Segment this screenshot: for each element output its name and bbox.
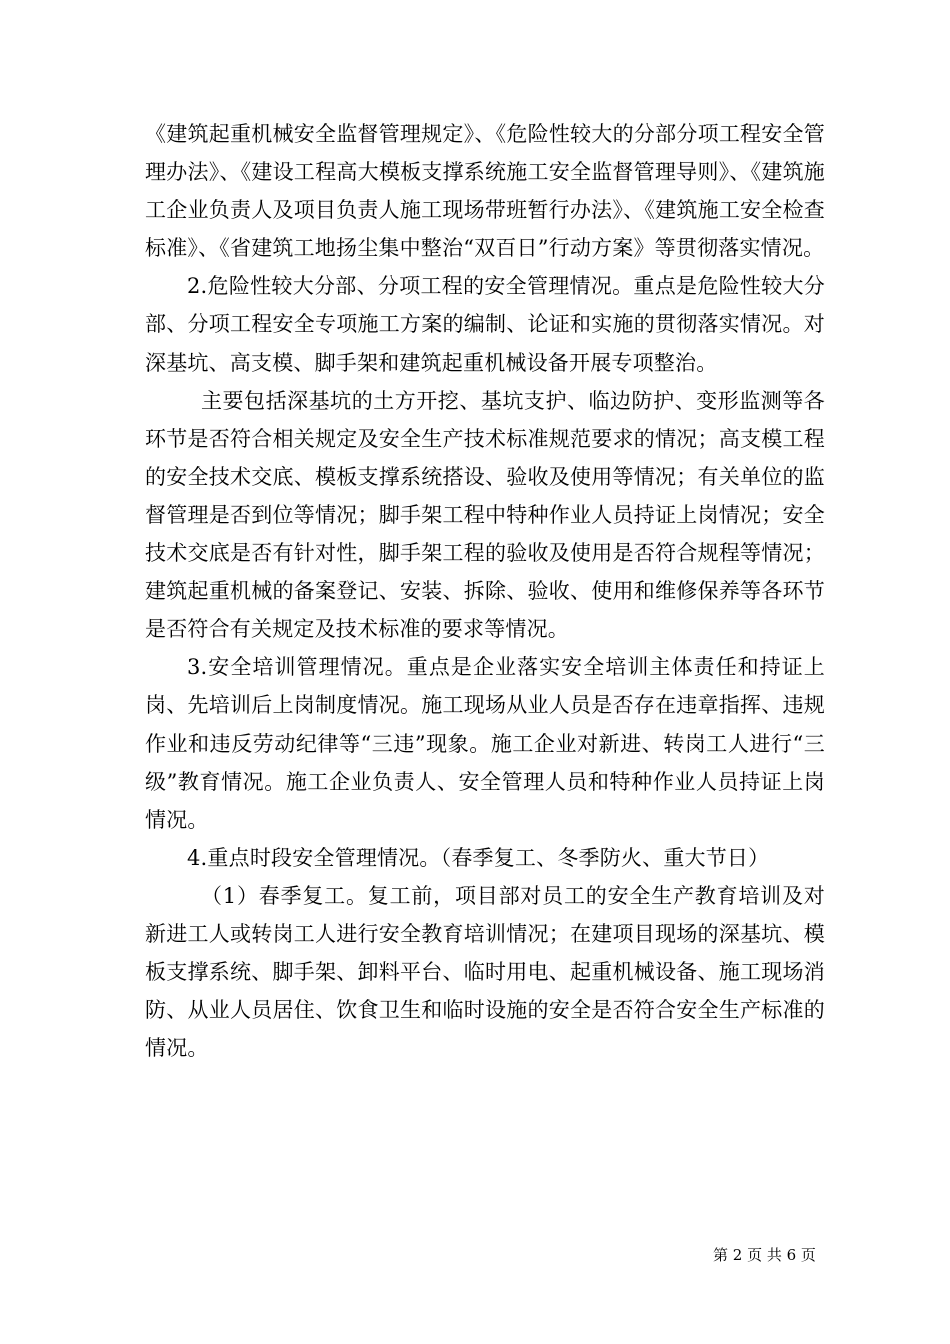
paragraph-item-2: 2.危险性较大分部、分项工程的安全管理情况。重点是危险性较大分部、分项工程安全专项施工方案的编制、论证和实施的贯彻落实情况。对深基坑、高支模、脚手架和建筑起重机械设备开展专项整治。 <box>145 274 825 375</box>
document-body <box>145 115 825 1067</box>
paragraph-main-content: 主要包括深基坑的土方开挖、基坑支护、临边防护、变形监测等各环节是否符合相关规定及安全生产技术标准规范要求的情况；高支模工程的安全技术交底、模板支撑系统搭设、验收及使用等情况；有关单位的监督管理是否到位等情况；脚手架工程中特种作业人员持证上岗情况；安全技术交底是否有针对性，脚手架工程的验收及使用是否符合规程等情况；建筑起重机械的备案登记、安装、拆除、验收、使用和维修保养等各环节是否符合有关规定及技术标准的要求等情况。 <box>145 388 825 642</box>
paragraph-item-4: 4.重点时段安全管理情况。（春季复工、冬季防火、重大节日） <box>187 845 770 870</box>
paragraph-regulations-list: 《建筑起重机械安全监督管理规定》、《危险性较大的分部分项工程安全管理办法》、《建设工程高大模板支撑系统施工安全监督管理导则》、《建筑施工企业负责人及项目负责人施工现场带班暂行办法》、《建筑施工安全检查标准》、《省建筑工地扬尘集中整治“双百日”行动方案》等贯彻落实情况。 <box>145 122 825 261</box>
page-number: 第 2 页 共 6 页 <box>713 1246 816 1264</box>
paragraph-item-3: 3.安全培训管理情况。重点是企业落实安全培训主体责任和持证上岗、先培训后上岗制度情况。施工现场从业人员是否存在违章指挥、违规作业和违反劳动纪律等“三违”现象。施工企业对新进、转岗工人进行“三级”教育情况。施工企业负责人、安全管理人员和特种作业人员持证上岗情况。 <box>145 655 825 832</box>
paragraph-item-4-1: （1）春季复工。复工前，项目部对员工的安全生产教育培训及对新进工人或转岗工人进行安全教育培训情况；在建项目现场的深基坑、模板支撑系统、脚手架、卸料平台、临时用电、起重机械设备、施工现场消防、从业人员居住、饮食卫生和临时设施的安全是否符合安全生产标准的情况。 <box>145 883 825 1061</box>
